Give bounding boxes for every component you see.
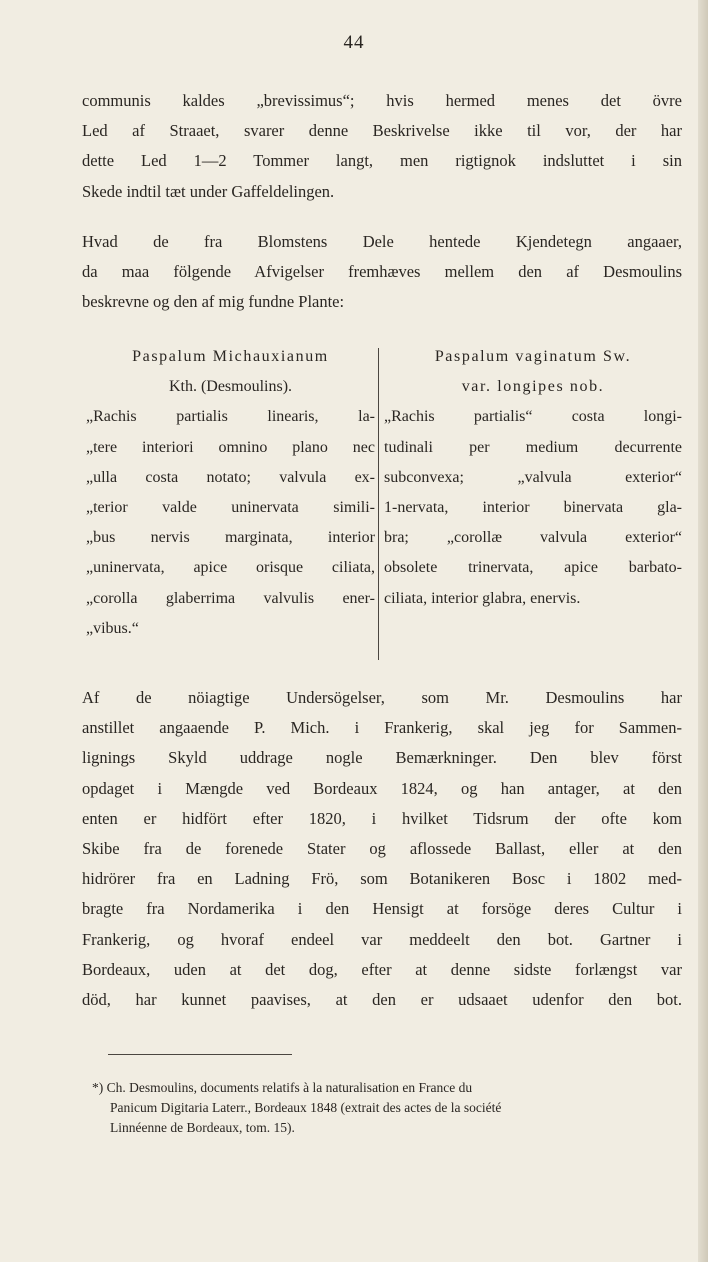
text-line: obsolete trinervata, apice barbato- [384, 559, 682, 577]
footnote [92, 1078, 682, 1138]
paragraph-1 [82, 86, 682, 207]
text-line: „Rachis partialis linearis, la- [86, 408, 375, 426]
text-line: Af de nöiagtige Undersögelser, som Mr. Desmoulins har [82, 688, 682, 707]
left-column-subheading: Kth. (Desmoulins). [168, 378, 293, 396]
text-line: Frankerig, og hvoraf endeel var meddeelt den bot. Gartner i [82, 929, 682, 949]
text-line: subconvexa; „valvula exterior“ [384, 468, 682, 486]
text-line: „terior valde uninervata simili- [86, 499, 375, 517]
text-line: enten er hidfört efter 1820, i hvilket Tidsrum der ofte kom [82, 808, 682, 828]
text-line: död, har kunnet paavises, at den er udsaaet udenfor den bot. [82, 990, 682, 1010]
text-line: „bus nervis marginata, interior [86, 529, 375, 547]
right-column-heading: Paspalum vaginatum Sw. [434, 348, 632, 365]
text-line: beskrevne og den af mig fundne Plante: [82, 292, 345, 312]
footnote-line: Panicum Digitaria Laterr., Bordeaux 1848 (extrait des actes de la société [110, 1100, 502, 1115]
text-line: anstillet angaaende P. Mich. i Frankerig, skal jeg for Sammen- [82, 718, 682, 738]
text-line: „corolla glaberrima valvulis ener- [86, 589, 375, 607]
text-line: 1-nervata, interior binervata gla- [384, 499, 682, 517]
left-column-heading: Paspalum Michauxianum [132, 348, 329, 365]
right-comparison-column [384, 342, 682, 614]
paragraph-3 [82, 683, 682, 1015]
footnote-line: *) Ch. Desmoulins, documents relatifs à la naturalisation en France du [92, 1080, 473, 1095]
text-line: bra; „corollæ valvula exterior“ [384, 529, 682, 547]
paragraph-2 [82, 227, 682, 318]
page-edge-shadow [698, 0, 708, 1262]
text-line: „ulla costa notato; valvula ex- [86, 468, 375, 486]
text-line: lignings Skyld uddrage nogle Bemærkninger. Den blev först [82, 748, 682, 768]
text-line: bragte fra Nordamerika i den Hensigt at forsöge deres Cultur i [82, 899, 682, 919]
text-line: Led af Straaet, svarer denne Beskrivelse ikke til vor, der har [82, 121, 682, 141]
footnote-line: Linnéenne de Bordeaux, tom. 15). [110, 1120, 295, 1135]
text-line: „uninervata, apice orisque ciliata, [86, 559, 375, 577]
text-line: Bordeaux, uden at det dog, efter at denne sidste forlængst var [82, 959, 682, 979]
footnote-rule [108, 1054, 292, 1055]
text-line: Skede indtil tæt under Gaffeldelingen. [82, 181, 335, 201]
right-column-subheading: var. longipes nob. [461, 378, 605, 396]
text-line: opdaget i Mængde ved Bordeaux 1824, og han antager, at den [82, 778, 682, 798]
text-line: Hvad de fra Blomstens Dele hentede Kjendetegn angaaer, [82, 232, 682, 251]
left-comparison-column [86, 342, 375, 644]
text-line: ciliata, interior glabra, enervis. [384, 589, 581, 607]
text-line: Skibe fra de forenede Stater og aflossede Ballast, eller at den [82, 839, 682, 859]
page-number: 44 [343, 32, 365, 53]
text-line: „vibus.“ [86, 619, 139, 637]
text-line: „tere interiori omnino plano nec [86, 438, 375, 456]
text-line: da maa fölgende Afvigelser fremhæves mellem den af Desmoulins [82, 262, 682, 282]
column-divider [378, 348, 379, 660]
text-line: communis kaldes „brevissimus“; hvis hermed menes det övre [82, 91, 682, 110]
text-line: „Rachis partialis“ costa longi- [384, 408, 682, 426]
text-line: tudinali per medium decurrente [384, 438, 682, 456]
text-line: hidrörer fra en Ladning Frö, som Botanikeren Bosc i 1802 med- [82, 869, 682, 889]
text-line: dette Led 1—2 Tommer langt, men rigtignok indsluttet i sin [82, 151, 682, 171]
